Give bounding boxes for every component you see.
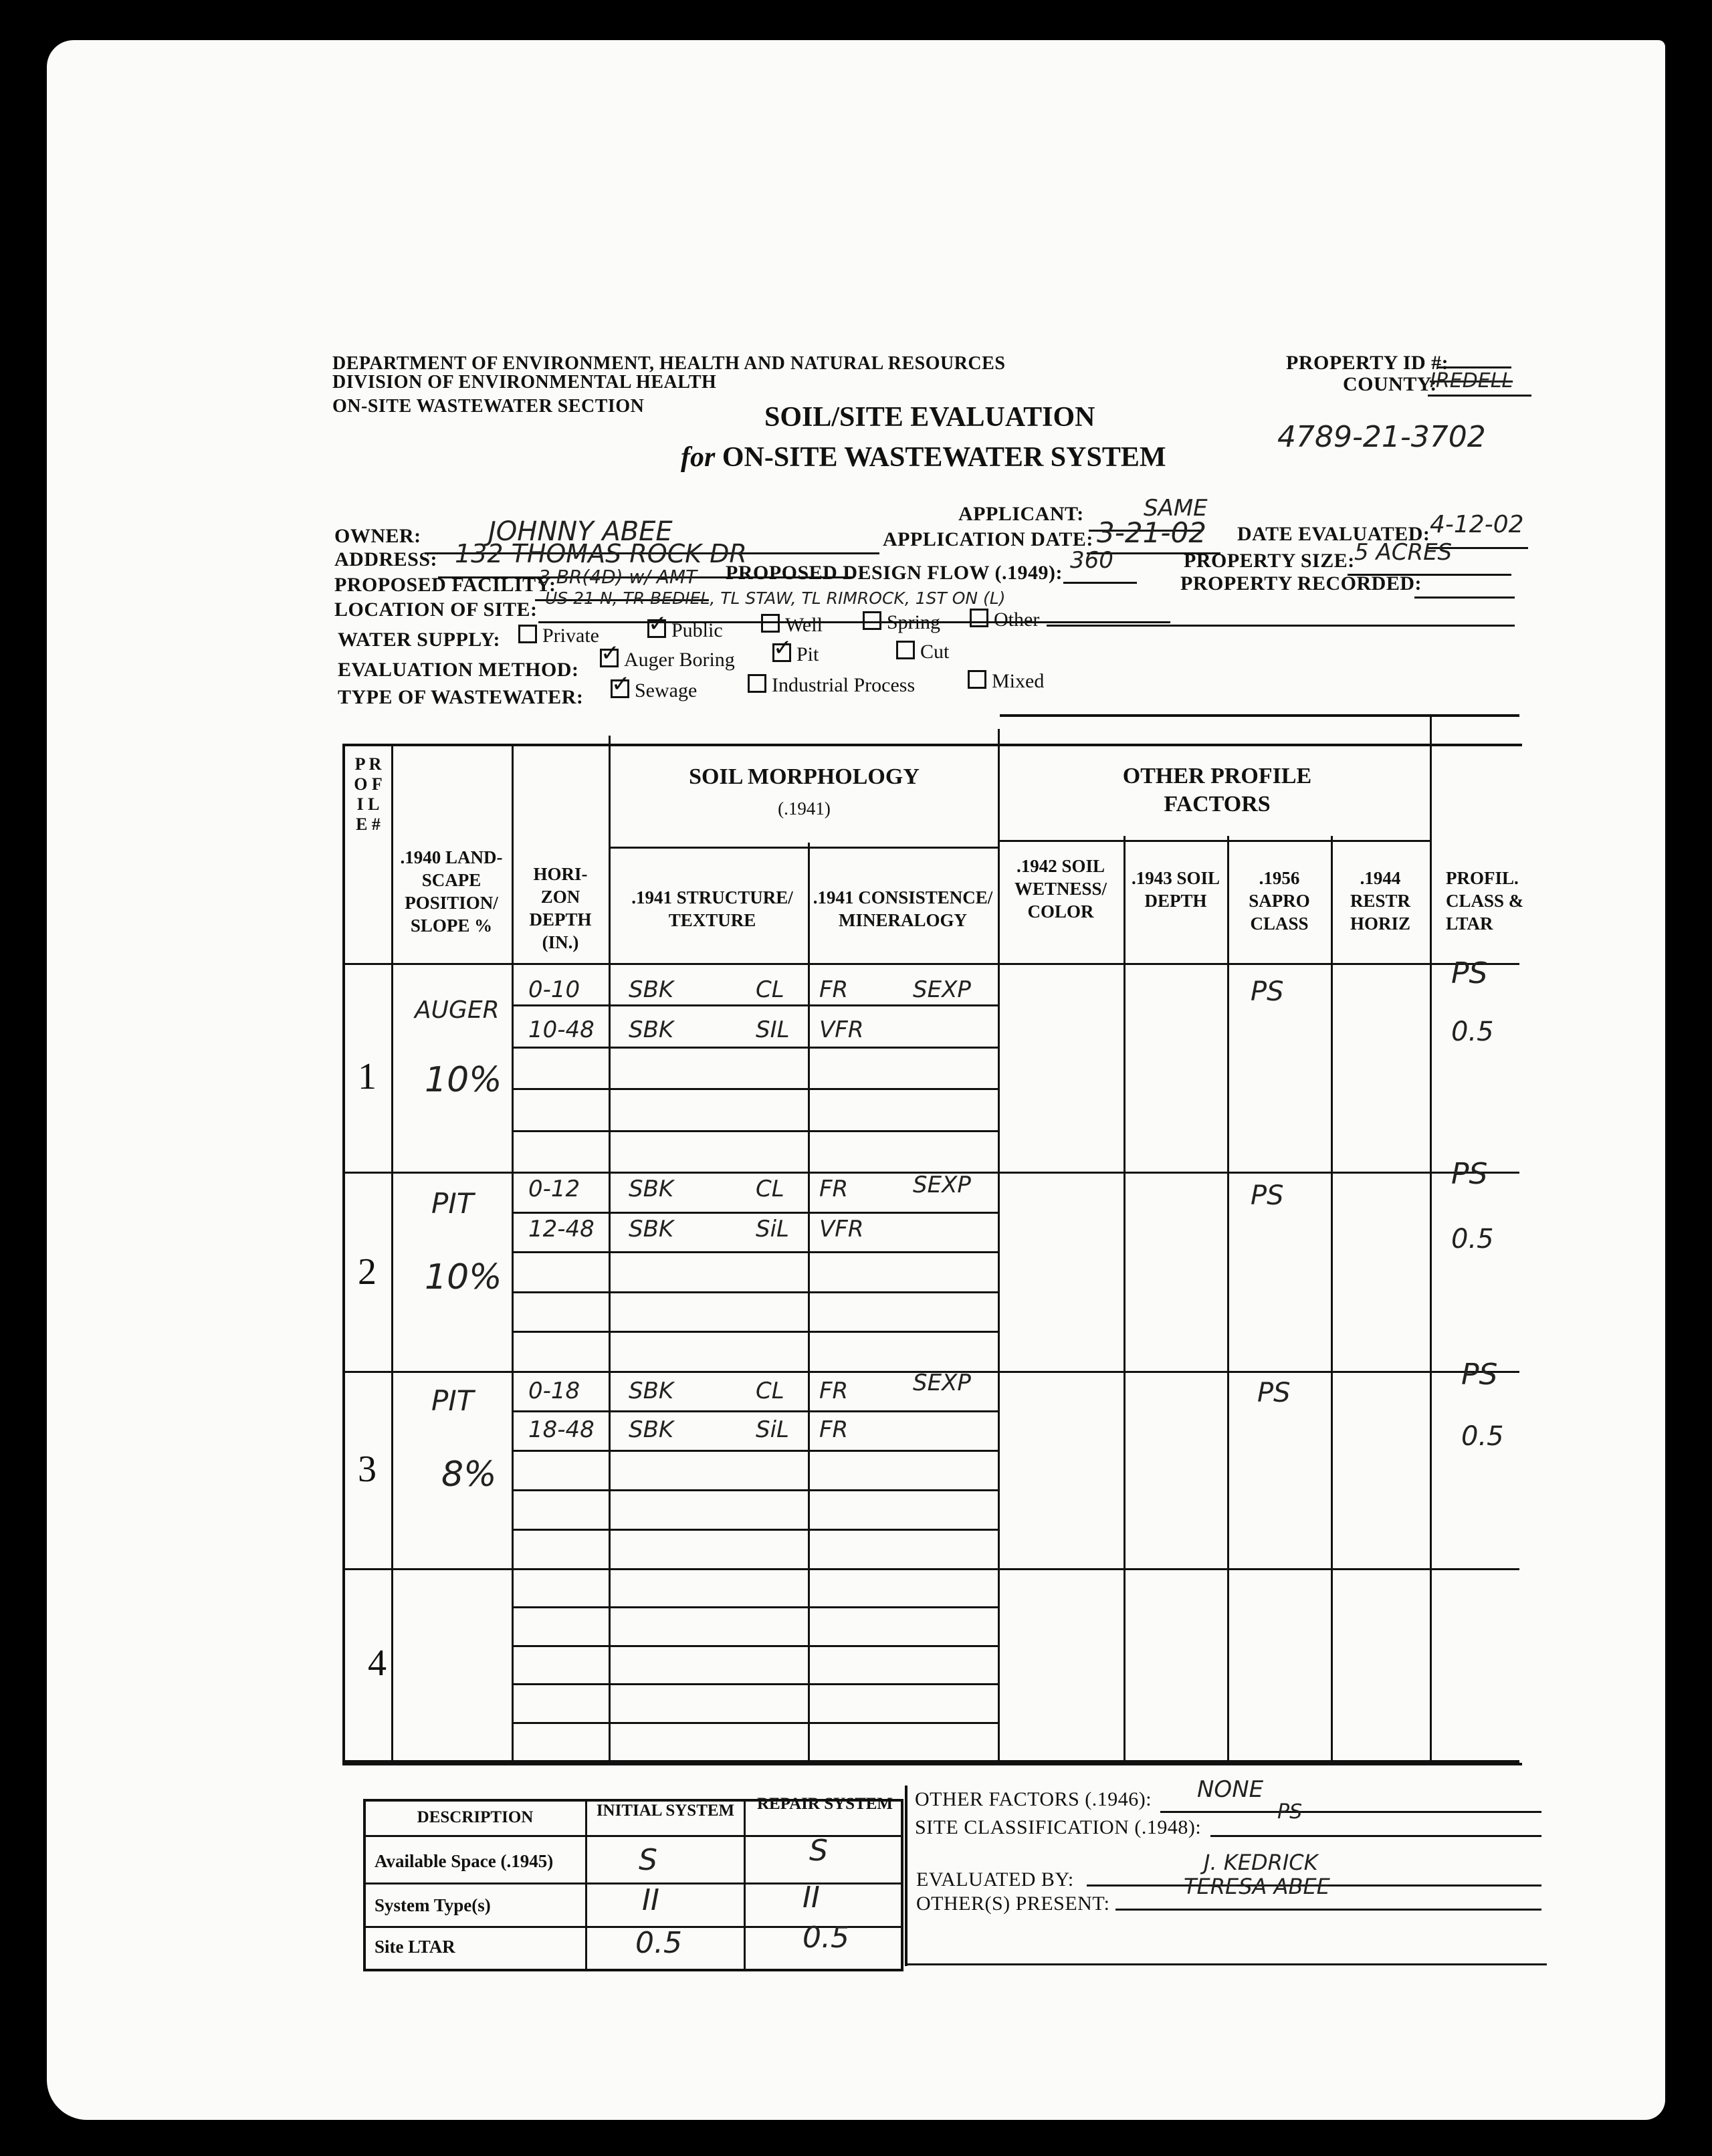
department-line: DEPARTMENT OF ENVIRONMENT, HEALTH AND NATURAL RESOURCES [332,353,1006,374]
available-space-label: Available Space (.1945) [374,1851,554,1871]
horizon-row-rule [512,1004,998,1006]
site-ltar-initial: 0.5 [635,1926,682,1960]
industrial-label: Industrial Process [772,674,916,696]
owner-value: JOHNNY ABEE [488,516,673,547]
other-factors-label: OTHER FACTORS (.1946): [915,1788,1152,1810]
spring-label: Spring [887,611,941,633]
property-recorded-field[interactable] [1414,572,1515,599]
owner-label: OWNER: [334,525,421,547]
section-line: ON-SITE WASTEWATER SECTION [332,396,645,417]
repair-system-header: REPAIR SYSTEM [756,1795,893,1813]
profile-2-sapro: PS [1251,1180,1284,1211]
profile-2-class: PS [1451,1157,1488,1191]
landscape-header: .1940 LAND- SCAPE POSITION/ SLOPE % [400,847,503,936]
morphology-subhead-rule [609,847,998,849]
sapro-header: .1956 SAPRO CLASS [1249,868,1310,934]
application-date-value: 3-21-02 [1097,516,1206,549]
horizon-row-rule [512,1088,998,1090]
handwritten-id: 4789-21-3702 [1277,420,1486,454]
horizon-row-rule [512,1606,998,1608]
description-header: DESCRIPTION [417,1808,534,1826]
system-table-col1-rule [585,1799,587,1969]
site-ltar-label: Site LTAR [374,1937,455,1957]
profile-1-structure-1: SBK [629,976,674,1003]
profile-3-consistence-1: FR [819,1378,849,1404]
property-id-label: PROPERTY ID #: [1286,352,1449,374]
profile-1-consistence-2: VFR [819,1016,864,1043]
county-field[interactable] [1428,370,1531,397]
col-sep-profile [391,744,393,1760]
property-size-value: 5 ACRES [1354,539,1453,566]
other-label: Other [994,609,1040,631]
profile-3-class: PS [1461,1358,1498,1392]
profile-header: P R O F I L E # [354,754,383,834]
profile-3-texture-2: SiL [756,1416,789,1443]
profile-1-class: PS [1451,956,1488,990]
profile-2-structure-1: SBK [629,1176,674,1202]
profile-1-depth-2: 10-48 [528,1016,595,1043]
design-flow-value: 360 [1070,547,1113,574]
table-top-right-rule [1000,714,1519,717]
spring-checkbox[interactable] [863,611,881,630]
proposed-facility-label: PROPOSED FACILITY: [334,574,556,596]
site-classification-field[interactable] [1210,1811,1541,1837]
pit-checkbox[interactable] [772,643,791,662]
applicant-value: SAME [1144,495,1208,522]
profile-2-depth-2: 12-48 [528,1216,595,1243]
system-table-row1-rule [363,1882,901,1884]
profile-1-sapro: PS [1251,976,1284,1007]
profile-3-landscape: PIT [431,1384,474,1417]
horizon-row-rule [512,1331,998,1333]
profile-2-ltar: 0.5 [1451,1224,1494,1255]
cut-checkbox[interactable] [896,641,915,659]
profile-2-structure-2: SBK [629,1216,674,1243]
profile-2-depth-1: 0-12 [528,1176,580,1202]
profile-2-consistence-1: FR [819,1176,849,1202]
sewage-checkbox[interactable] [611,679,629,698]
public-checkbox[interactable] [647,619,666,638]
auger-boring-label: Auger Boring [624,649,735,671]
bottom-right-base-rule [905,1963,1547,1965]
available-space-initial: S [639,1843,657,1877]
property-size-label: PROPERTY SIZE: [1184,550,1355,572]
system-type-label: System Type(s) [374,1895,491,1915]
profile-2-texture-1: CL [756,1176,784,1202]
profile-2-mineralogy-1: SEXP [913,1172,971,1198]
others-present-label: OTHER(S) PRESENT: [916,1893,1110,1915]
wastewater-industrial[interactable] [748,674,915,697]
wetness-header: .1942 SOIL WETNESS/ COLOR [1014,856,1107,922]
col-sep-sapro [1331,836,1333,1760]
division-line: DIVISION OF ENVIRONMENTAL HEALTH [332,372,717,393]
water-supply-spring[interactable] [863,611,940,634]
horizon-row-rule [512,1251,998,1253]
private-checkbox[interactable] [518,625,537,643]
soil-morphology-code: (.1941) [778,798,831,819]
col-sep-structure [808,843,810,1760]
profile-3-sapro: PS [1257,1378,1291,1408]
method-auger-boring[interactable] [600,649,735,671]
title-for-word: for [681,442,716,473]
profile-1-mineralogy-1: SEXP [913,976,971,1003]
profile-3-number: 3 [358,1448,377,1490]
profile-1-texture-2: SIL [756,1016,790,1043]
auger-boring-checkbox[interactable] [600,649,619,667]
profile-1-consistence-1: FR [819,976,849,1003]
form-subtitle [681,441,1166,473]
horizon-row-rule [512,1489,998,1491]
profile-2-consistence-2: VFR [819,1216,864,1243]
horizon-row-rule [512,1450,998,1452]
horizon-row-rule [512,1410,998,1412]
col-sep-wetness [1124,836,1126,1760]
horizon-row-rule [512,1722,998,1724]
well-checkbox[interactable] [761,614,780,633]
site-classification-value: PS [1277,1800,1303,1824]
profile-1-ltar: 0.5 [1451,1016,1494,1047]
profile-3-mineralogy-1: SEXP [913,1370,971,1396]
county-value: IREDELL [1430,369,1513,393]
profile-1-structure-2: SBK [629,1016,674,1043]
horizon-row-rule [512,1683,998,1685]
profile-4-number: 4 [368,1642,387,1684]
profile-3-ltar: 0.5 [1461,1421,1504,1452]
other-factors-header: OTHER PROFILE FACTORS [1122,764,1312,817]
initial-system-header: INITIAL SYSTEM [596,1802,735,1820]
mixed-label: Mixed [992,670,1045,692]
col-sep-restr [1430,716,1432,1760]
other-checkbox[interactable] [970,609,988,627]
consistence-header: .1941 CONSISTENCE/ MINERALOGY [813,887,993,930]
water-supply-other-field[interactable] [1047,603,1515,627]
water-supply-private[interactable] [518,625,599,647]
profile-2-number: 2 [358,1251,377,1293]
county-label: COUNTY: [1343,373,1437,395]
application-date-label: APPLICATION DATE: [883,528,1093,550]
bottom-right-divider [905,1786,907,1966]
profile-3-depth-1: 0-18 [528,1378,580,1404]
horizon-header: HORI- ZON DEPTH (IN.) [529,864,592,952]
profile-1-landscape: AUGER [415,996,500,1024]
evaluated-by-value: J. KEDRICK [1204,1850,1318,1875]
water-supply-other[interactable] [970,609,1039,631]
industrial-checkbox[interactable] [748,674,766,693]
wastewater-sewage[interactable] [611,679,697,702]
profile-class-header: PROFIL. CLASS & LTAR [1446,868,1524,934]
profile-3-structure-1: SBK [629,1378,674,1404]
evaluated-by-label: EVALUATED BY: [916,1868,1074,1891]
system-type-initial: II [642,1883,659,1917]
available-space-repair: S [809,1834,828,1868]
soil-morphology-header: SOIL MORPHOLOGY [689,764,920,789]
public-label: Public [671,619,723,641]
profile-3-bottom-rule [342,1568,1519,1570]
header-bottom-rule [342,963,1519,965]
design-flow-label: PROPOSED DESIGN FLOW (.1949): [726,562,1063,584]
col-sep-depth [1227,836,1229,1760]
site-ltar-repair: 0.5 [802,1921,849,1955]
profile-1-number: 1 [358,1056,377,1097]
water-supply-label: WATER SUPPLY: [338,629,500,651]
system-table-col2-rule [744,1799,746,1969]
applicant-label: APPLICANT: [958,503,1084,525]
wastewater-mixed[interactable] [968,670,1044,693]
others-present-value: TERESA ABEE [1184,1874,1330,1899]
profile-2-landscape: PIT [431,1187,474,1220]
profile-2-slope: 10% [425,1257,502,1297]
horizon-row-rule [512,1130,998,1132]
pit-label: Pit [796,643,819,665]
water-supply-public[interactable] [647,619,723,642]
address-label: ADDRESS: [334,548,438,570]
profile-3-texture-1: CL [756,1378,784,1404]
date-evaluated-label: DATE EVALUATED: [1237,523,1430,545]
horizon-row-rule [512,1047,998,1049]
table-bottom-rule [342,1760,1519,1765]
location-value: US 21 N, TR BEDIEL, TL STAW, TL RIMROCK, 1ST ON (L) [545,588,1006,608]
evaluation-method-label: EVALUATION METHOD: [338,659,579,681]
site-classification-label: SITE CLASSIFICATION (.1948): [915,1816,1202,1838]
method-cut[interactable] [896,641,949,663]
profile-3-consistence-2: FR [819,1416,849,1443]
property-recorded-label: PROPERTY RECORDED: [1180,572,1422,595]
profile-3-depth-2: 18-48 [528,1416,595,1443]
location-label: LOCATION OF SITE: [334,599,538,621]
water-supply-well[interactable] [761,614,823,637]
other-factors-value: NONE [1197,1776,1264,1803]
horizon-row-rule [512,1645,998,1647]
wastewater-label: TYPE OF WASTEWATER: [338,686,584,708]
restr-header: .1944 RESTR HORIZ [1350,868,1411,934]
soil-depth-header: .1943 SOIL DEPTH [1131,868,1220,911]
date-evaluated-value: 4-12-02 [1430,511,1524,538]
profile-3-structure-2: SBK [629,1416,674,1443]
horizon-row-rule [512,1291,998,1293]
profile-3-slope: 8% [441,1454,497,1495]
profile-2-texture-2: SiL [756,1216,789,1243]
private-label: Private [542,625,599,647]
method-pit[interactable] [772,643,819,666]
property-id-field[interactable] [1438,342,1511,368]
horizon-row-rule [512,1529,998,1531]
proposed-facility-value: 3 BR(4D) w/ AMT [538,566,698,588]
system-type-repair: II [802,1880,820,1915]
profile-1-depth-1: 0-10 [528,976,580,1003]
profile-1-slope: 10% [425,1060,502,1100]
well-label: Well [785,614,823,636]
cut-label: Cut [920,641,950,663]
form-title: SOIL/SITE EVALUATION [764,402,1095,433]
mixed-checkbox[interactable] [968,670,986,689]
sewage-label: Sewage [635,679,698,702]
horizon-row-rule [512,1212,998,1214]
structure-header: .1941 STRUCTURE/ TEXTURE [631,887,793,930]
other-factors-subhead-rule [998,840,1430,842]
title-line2: ON-SITE WASTEWATER SYSTEM [722,442,1166,473]
address-value: 132 THOMAS ROCK DR [455,539,747,568]
profile-1-texture-1: CL [756,976,784,1003]
